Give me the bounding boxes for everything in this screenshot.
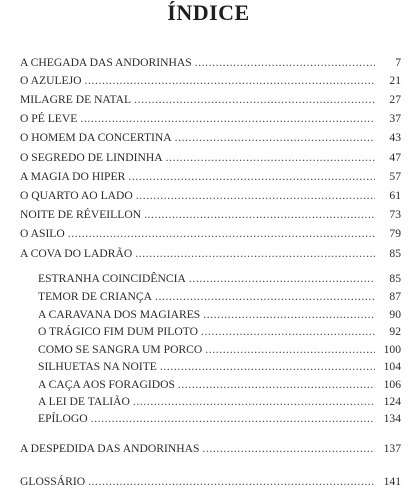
toc-page-number: 134 — [383, 412, 401, 425]
dot-leader — [205, 342, 375, 357]
toc-subentry — [38, 271, 401, 286]
toc-entry-title: GLOSSÁRIO — [20, 475, 86, 488]
toc-entry-title: EPÍLOGO — [38, 412, 88, 425]
toc-entry — [20, 150, 401, 165]
dot-leader — [88, 474, 375, 489]
toc-entry-title: O TRÁGICO FIM DUM PILOTO — [38, 325, 198, 338]
dot-leader — [80, 111, 375, 126]
toc-page-number: 141 — [383, 475, 401, 488]
dot-leader — [91, 411, 375, 426]
toc-entry-title: A CAÇA AOS FORAGIDOS — [38, 378, 175, 391]
toc-entry — [20, 441, 401, 456]
dot-leader — [144, 207, 375, 222]
toc-entry — [20, 226, 401, 241]
toc-page-number: 87 — [389, 290, 401, 303]
toc-entry-title: ESTRANHA COINCIDÊNCIA — [38, 272, 186, 285]
toc-page-number: 85 — [389, 247, 401, 260]
toc-entry-title: TEMOR DE CRIANÇA — [38, 290, 153, 303]
dot-leader — [201, 324, 375, 339]
toc-entry-title: A MAGIA DO HIPER — [20, 170, 126, 183]
toc-page-number: 47 — [389, 151, 401, 164]
toc-subentry — [38, 359, 401, 374]
dot-leader — [135, 246, 375, 261]
toc-entry — [20, 169, 401, 184]
toc-entry — [20, 130, 401, 145]
toc-entry-title: MILAGRE DE NATAL — [20, 93, 132, 106]
toc-entry — [20, 207, 401, 222]
toc-entry-title: O SEGREDO DE LINDINHA — [20, 151, 163, 164]
toc-subentry — [38, 377, 401, 392]
dot-leader — [202, 441, 375, 456]
toc-entry-title: O ASILO — [20, 227, 65, 240]
dot-leader — [195, 55, 375, 70]
toc-page-number: 100 — [383, 343, 401, 356]
dot-leader — [189, 271, 375, 286]
toc-page-number: 57 — [389, 170, 401, 183]
dot-leader — [160, 359, 375, 374]
dot-leader — [155, 289, 375, 304]
dot-leader — [203, 307, 375, 322]
toc-page-number: 124 — [383, 395, 401, 408]
toc-entry — [20, 474, 401, 489]
toc-page-number: 137 — [383, 442, 401, 455]
toc-page-number: 27 — [389, 93, 401, 106]
toc-entry-title: A COVA DO LADRÃO — [20, 247, 133, 260]
toc-subentry — [38, 342, 401, 357]
toc-page-number: 7 — [395, 56, 401, 69]
dot-leader — [178, 377, 375, 392]
toc-entry-title: A DESPEDIDA DAS ANDORINHAS — [20, 442, 200, 455]
toc-page-number: 92 — [389, 325, 401, 338]
toc-entry-title: A LEI DE TALIÃO — [38, 395, 130, 408]
toc-subentry — [38, 324, 401, 339]
toc-page-number: 73 — [389, 208, 401, 221]
dot-leader — [85, 73, 375, 88]
toc-subentry — [38, 289, 401, 304]
toc-entry — [20, 55, 401, 70]
toc-subentry — [38, 394, 401, 409]
page-title: ÍNDICE — [167, 0, 250, 25]
toc-page-number: 104 — [383, 360, 401, 373]
toc-subentry — [38, 307, 401, 322]
dot-leader — [133, 394, 375, 409]
toc-page-number: 90 — [389, 308, 401, 321]
toc-entry — [20, 111, 401, 126]
toc-entry — [20, 246, 401, 261]
toc-entry-title: O HOMEM DA CONCERTINA — [20, 131, 172, 144]
toc-entry-title: NOITE DE RÉVEILLON — [20, 208, 142, 221]
toc-page-number: 37 — [389, 112, 401, 125]
toc-entry-title: A CARAVANA DOS MAGIARES — [38, 308, 201, 321]
dot-leader — [128, 169, 375, 184]
dot-leader — [166, 150, 375, 165]
toc-entry-title: O QUARTO AO LADO — [20, 189, 133, 202]
toc-page-number: 106 — [383, 378, 401, 391]
toc-entry — [20, 188, 401, 203]
toc-page-number: 85 — [389, 272, 401, 285]
dot-leader — [136, 188, 375, 203]
toc-page-number: 79 — [389, 227, 401, 240]
toc-page-number: 21 — [389, 74, 401, 87]
toc-entry-title: COMO SE SANGRA UM PORCO — [38, 343, 203, 356]
dot-leader — [175, 130, 375, 145]
toc-entry-title: A CHEGADA DAS ANDORINHAS — [20, 56, 192, 69]
dot-leader — [134, 92, 375, 107]
toc-subentry — [38, 411, 401, 426]
toc-entry-title: SILHUETAS NA NOITE — [38, 360, 157, 373]
toc-entry — [20, 92, 401, 107]
dot-leader — [68, 226, 375, 241]
toc-entry-title: O AZULEJO — [20, 74, 82, 87]
toc-entry — [20, 73, 401, 88]
toc-entry-title: O PÉ LEVE — [20, 112, 78, 125]
toc-page-number: 61 — [389, 189, 401, 202]
toc-page-number: 43 — [389, 131, 401, 144]
